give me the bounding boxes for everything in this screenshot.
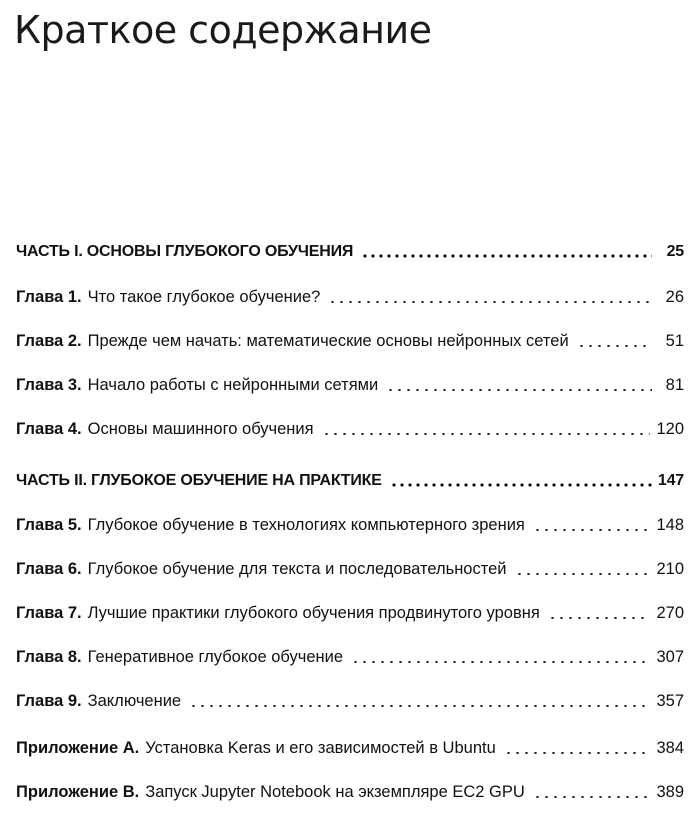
toc-page-number: 148 [656, 516, 684, 534]
dot-leader [361, 254, 652, 258]
toc-appendix-b[interactable] [16, 777, 684, 803]
toc-chapter-7[interactable] [16, 598, 684, 624]
toc-chapter-label: Глава 8. [16, 648, 82, 666]
toc-chapter-label: Глава 7. [16, 604, 82, 622]
toc-page-number: 389 [656, 783, 684, 801]
toc-chapter-title: Начало работы с нейронными сетями [87, 376, 379, 394]
toc-chapter-label: Глава 5. [16, 516, 82, 534]
toc-page-number: 270 [656, 604, 684, 622]
toc-chapter-title: Что такое глубокое обучение? [87, 288, 321, 306]
dot-leader [548, 617, 651, 619]
toc-part-2[interactable] [16, 466, 684, 492]
toc-chapter-title: Прежде чем начать: математические основы нейронных сетей [87, 332, 569, 350]
toc-appendix-title: Установка Keras и его зависимостей в Ubuntu [145, 739, 496, 757]
toc-appendix-a[interactable] [16, 733, 684, 759]
toc-page-number: 307 [656, 648, 684, 666]
toc-chapter-title: Глубокое обучение в технологиях компьютерного зрения [87, 516, 525, 534]
dot-leader [533, 529, 651, 531]
toc-part-title: ЧАСТЬ I. ОСНОВЫ ГЛУБОКОГО ОБУЧЕНИЯ [16, 243, 354, 260]
toc-appendix-title: Запуск Jupyter Notebook на экземпляре EC2 GPU [145, 783, 525, 801]
toc-chapter-label: Глава 2. [16, 332, 82, 350]
toc-appendix-label: Приложение A. [16, 739, 140, 757]
toc-chapter-2[interactable] [16, 326, 684, 352]
dot-leader [515, 573, 651, 575]
toc-chapter-title: Генеративное глубокое обучение [87, 648, 343, 666]
dot-leader [322, 433, 651, 435]
dot-leader [189, 705, 650, 707]
toc-chapter-6[interactable] [16, 554, 684, 580]
dot-leader [328, 301, 652, 303]
toc-chapter-title: Заключение [87, 692, 182, 710]
toc-page-number: 81 [665, 376, 684, 394]
dot-leader [386, 389, 652, 391]
page-title: Краткое содержание [14, 8, 432, 52]
toc-page-number: 26 [665, 288, 684, 306]
toc-page-number: 210 [656, 560, 684, 578]
toc-chapter-1[interactable] [16, 282, 684, 308]
toc-page-number: 120 [656, 420, 684, 438]
toc-page-number: 384 [656, 739, 684, 757]
toc-page-number: 51 [665, 332, 684, 350]
toc-page-number: 357 [656, 692, 684, 710]
dot-leader [351, 661, 650, 663]
toc-chapter-5[interactable] [16, 510, 684, 536]
toc-chapter-label: Глава 6. [16, 560, 82, 578]
dot-leader [577, 345, 652, 347]
toc-part-1[interactable] [16, 237, 684, 263]
toc-appendix-label: Приложение B. [16, 783, 140, 801]
toc-chapter-label: Глава 9. [16, 692, 82, 710]
dot-leader [533, 796, 651, 798]
dot-leader [504, 752, 651, 754]
toc-chapter-4[interactable] [16, 414, 684, 440]
dot-leader [390, 483, 652, 487]
toc-page-number: 25 [666, 243, 684, 260]
toc-chapter-title: Глубокое обучение для текста и последовательностей [87, 560, 507, 578]
toc-chapter-title: Лучшие практики глубокого обучения продвинутого уровня [87, 604, 540, 622]
toc-chapter-3[interactable] [16, 370, 684, 396]
toc-chapter-label: Глава 3. [16, 376, 82, 394]
toc-part-title: ЧАСТЬ II. ГЛУБОКОЕ ОБУЧЕНИЕ НА ПРАКТИКЕ [16, 472, 382, 489]
toc-chapter-label: Глава 4. [16, 420, 82, 438]
toc-chapter-8[interactable] [16, 642, 684, 668]
toc-chapter-title: Основы машинного обучения [87, 420, 314, 438]
toc-chapter-9[interactable] [16, 686, 684, 712]
toc-page-number: 147 [657, 472, 684, 489]
toc-chapter-label: Глава 1. [16, 288, 82, 306]
